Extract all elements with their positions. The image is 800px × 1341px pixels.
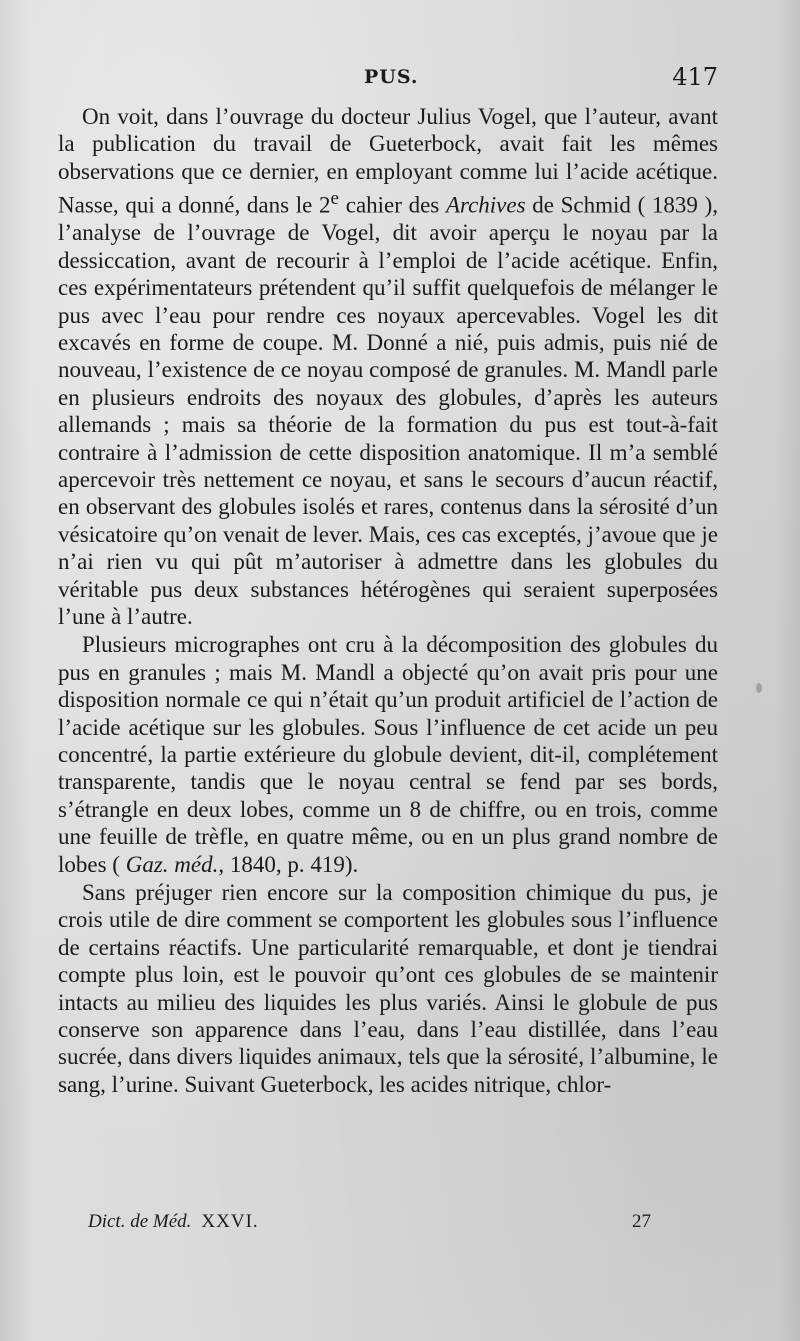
paragraph-1 [58, 103, 718, 630]
footer-source: Dict. de Méd. [88, 1211, 192, 1232]
text-segment: On voit, dans l’ouvrage du docteur Julius Vogel, que l’auteur, avant la publication du travail de Gueterbock, avait fait les mêmes observations que ce dernier, en employant comme lui l’acide acétique. Nasse, qui a donné, dans le 2 [58, 104, 718, 218]
body-text [58, 103, 718, 1098]
text-segment: Plusieurs micrographes ont cru à la décomposition des globules du pus en granules ; mais M. Mandl a objecté qu’on avait pris pour une disposition normale ce qui n’était qu’un produit artificiel de l’action de l’acide acétique sur les globules. Sous l’influence de cet acide un peu concentré, la partie extérieure du globule devient, dit-il, complétement transparente, tandis que le noyau central se fend par ses bords, s’étrangle en deux lobes, comme un 8 de chiffre, ou en trois, comme une feuille de trèfle, en quatre même, ou en un plus grand nombre de lobes ( [58, 632, 718, 877]
italic-citation: Gaz. méd. [125, 851, 219, 877]
signature-mark: 27 [632, 1211, 651, 1232]
paper-speck [756, 683, 762, 693]
paragraph-3 [58, 879, 718, 1098]
text-segment: Sans préjuger rien encore sur la composition chimique du pus, je crois utile de dire comment se comportent les globules sous l’influence de certains réactifs. Une particularité remarquable, et dont je tiendrai compte plus loin, est le pouvoir qu’ont ces globules de se maintenir intacts au milieu des liquides les plus variés. Ainsi le globule de pus conserve son apparence dans l’eau, dans l’eau distillée, dans l’eau sucrée, dans divers liquides animaux, tels que la sérosité, l’albumine, le sang, l’urine. Suivant Gueterbock, les acides nitrique, chlor- [58, 880, 718, 1097]
running-title: PUS. [364, 66, 419, 88]
text-segment: de Schmid ( 1839 ), l’analyse de l’ouvrage de Vogel, dit avoir aperçu le noyau par la dessiccation, avant de recourir à l’emploi de l’acide acétique. Enfin, ces expérimentateurs prétendent qu’il suffit quelquefois de mélanger le pus avec l’eau pour rendre ces noyaux apercevables. Vogel les dit excavés en forme de coupe. M. Donné a nié, puis admis, puis nié de nouveau, l’existence de ce noyau composé de granules. M. Mandl parle en plusieurs endroits des noyaux des globules, d’après les auteurs allemands ; mais sa théorie de la formation du pus est tout-à-fait contraire à l’admission de cette disposition anatomique. Il m’a semblé apercevoir très nettement ce noyau, et sans le secours d’aucun réactif, en observant des globules isolés et rares, contenus dans la sérosité d’un vésicatoire qu’on venait de lever. Mais, ces cas exceptés, j’avoue que je n’ai rien vu qui pût m’autoriser à admettre dans les globules du véritable pus deux substances hétérogènes qui seraient superposées l’une à l’autre. [58, 192, 718, 629]
superscript: e [330, 188, 340, 210]
text-segment: cahier des [339, 192, 446, 218]
italic-title: Archives [445, 192, 526, 218]
running-head [58, 63, 718, 96]
page-number: 417 [672, 63, 718, 91]
text-segment: , 1840, p. 419). [218, 851, 359, 877]
page-footer [88, 1211, 668, 1241]
paragraph-2 [58, 631, 718, 878]
footer-source-line [88, 1211, 259, 1233]
footer-volume: XXVI. [201, 1211, 259, 1232]
